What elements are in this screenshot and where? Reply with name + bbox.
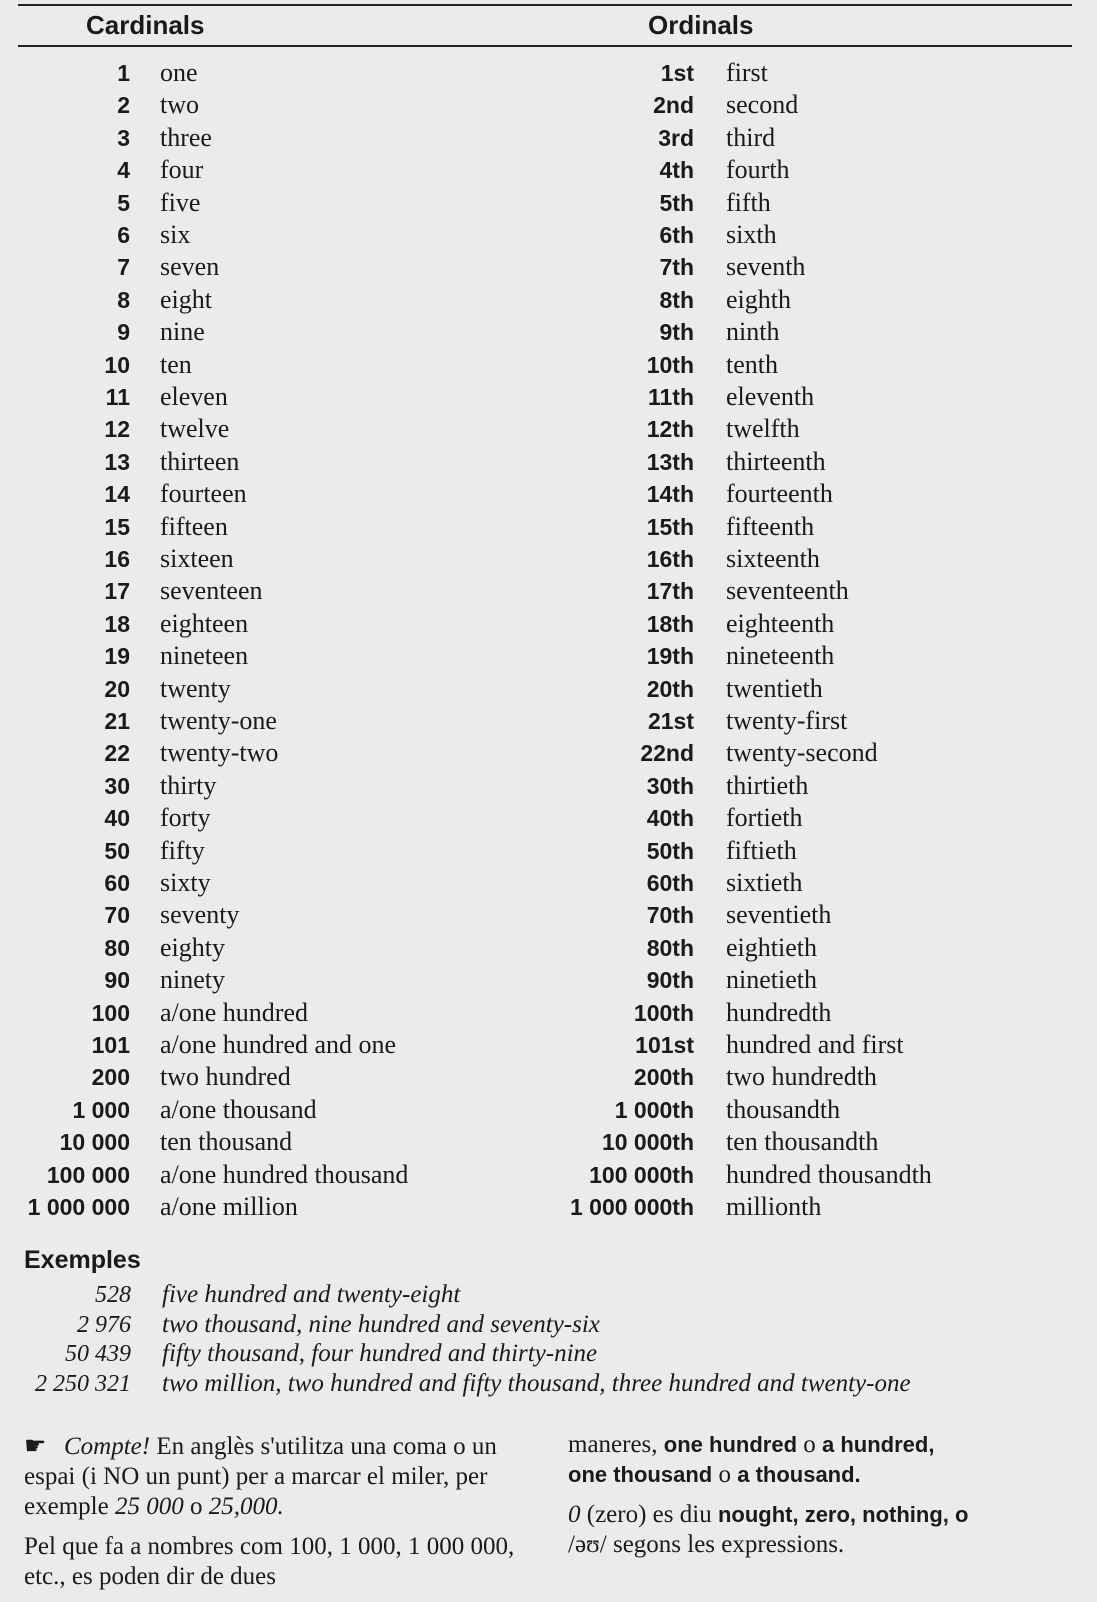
table-row [0,89,1097,121]
table-row [0,122,1097,154]
ordinal-word: eightieth [726,932,817,962]
cardinal-word: a/one hundred [160,997,309,1027]
table-row [0,349,1097,381]
cardinal-number: 9 [117,319,130,346]
table-row [0,1094,1097,1126]
ordinal-number: 21st [647,708,694,734]
ordinal-number: 17th [646,578,694,605]
example-number: 528 [95,1282,131,1308]
table-row [0,413,1097,445]
ordinal-number: 20th [646,675,694,702]
example-row [0,1369,1097,1399]
example-row [0,1280,1097,1310]
table-row [0,770,1097,802]
ordinal-number: 14th [646,481,694,508]
example-text: two million, two hundred and fifty thousand, three hundred and twenty-one [162,1369,911,1397]
ordinal-word: fourth [726,155,790,185]
ordinal-word: fiftieth [726,835,797,865]
ordinal-number: 100 000th [589,1161,694,1188]
table-row [0,57,1097,89]
cardinal-word: a/one million [160,1192,298,1221]
cardinal-word: ninety [160,965,225,995]
ordinal-number: 70th [646,902,694,929]
cardinal-word: sixteen [160,544,234,573]
ordinal-word: twentieth [726,673,823,703]
cardinal-word: thirteen [160,446,240,476]
cardinal-word: four [160,155,204,185]
cardinal-number: 17 [104,578,130,605]
cardinal-number: 19 [104,643,130,670]
cardinal-word: eighty [160,932,225,962]
table-row [0,640,1097,672]
ordinal-number: 60th [646,870,694,896]
table-row [0,381,1097,413]
table-row [0,802,1097,834]
ordinal-number: 16th [646,546,694,572]
cardinal-number: 60 [104,870,130,896]
cardinal-word: five [160,187,201,217]
example-text: two thousand, nine hundred and seventy-six [162,1310,600,1338]
cardinal-word: fifty [160,835,205,865]
cardinal-number: 16 [104,546,130,572]
cardinal-number: 1 [117,60,130,86]
table-row [0,478,1097,510]
ordinals-header: Ordinals [648,10,754,40]
ordinal-word: eighteenth [726,608,835,638]
table-row [0,1029,1097,1061]
ordinal-number: 6th [659,222,694,248]
ordinal-word: fourteenth [726,479,833,509]
cardinal-word: a/one thousand [160,1094,317,1124]
ordinal-number: 19th [646,643,694,670]
table-row [0,997,1097,1029]
ordinal-number: 200th [633,1064,694,1091]
table-row [0,575,1097,607]
ordinal-number: 3rd [658,124,694,151]
ordinal-number: 22nd [640,740,694,767]
cardinal-number: 2 [117,92,130,119]
ordinal-word: twelfth [726,414,800,444]
ordinal-word: thirtieth [726,770,809,800]
ordinal-number: 18th [646,610,694,637]
cardinal-word: six [160,220,191,249]
table-row [0,1061,1097,1093]
ordinal-word: ninetieth [726,965,817,995]
ordinal-word: twenty-second [726,738,878,768]
ordinal-word: fifteenth [726,511,815,541]
cardinal-number: 10 [104,351,130,378]
note-right-column: maneres, one hundred o a hundred, one thousand o a thousand. 0 (zero) es diu nought, zero, nothing, o /əʊ/ segons les expressions. [568,1431,969,1558]
ordinal-number: 101st [635,1032,694,1058]
cardinal-word: nineteen [160,641,249,671]
cardinal-number: 1 000 000 [27,1194,130,1220]
cardinal-number: 22 [104,740,130,767]
cardinal-number: 8 [117,286,130,313]
cardinal-number: 20 [104,675,130,702]
ordinal-number: 11th [647,384,694,410]
ordinal-number: 100th [633,999,694,1026]
ordinal-number: 8th [659,286,694,313]
table-row [0,543,1097,575]
cardinal-word: thirty [160,770,217,800]
cardinal-number: 80 [104,934,130,961]
ordinal-word: thirteenth [726,446,826,476]
table-row [0,899,1097,931]
ordinal-word: thousandth [726,1094,841,1124]
table-row [0,835,1097,867]
table-row [0,511,1097,543]
note-left-column: ☛ Compte! En anglès s'utilitza una coma o un espai (i NO un punt) per a marcar el miler, per exemple 25 000 o 25,000. Pel que fa a nombres com 100, 1 000, 1 000 000, etc., es poden dir de dues [24,1432,544,1602]
examples-title: Exemples [24,1246,141,1274]
ordinal-word: ten thousandth [726,1127,879,1157]
cardinal-word: fourteen [160,479,247,509]
cardinal-word: a/one hundred and one [160,1030,397,1059]
cardinal-number: 11 [105,384,130,410]
ordinal-word: hundredth [726,997,832,1027]
ordinal-word: second [726,90,799,120]
ordinal-word: tenth [726,349,778,379]
pointing-hand-icon: ☛ [24,1433,47,1460]
cardinal-number: 5 [117,189,130,216]
cardinal-word: eleven [160,382,228,411]
ordinal-number: 1 000th [614,1096,694,1123]
ordinal-word: twenty-first [726,706,848,735]
ordinal-number: 4th [659,157,694,184]
cardinal-number: 18 [104,610,130,637]
example-row [0,1310,1097,1340]
table-row [0,932,1097,964]
cardinal-word: eighteen [160,608,249,638]
table-row [0,219,1097,251]
cardinal-word: fifteen [160,511,228,541]
cardinal-number: 10 000 [59,1129,130,1156]
ordinal-word: third [726,122,776,152]
table-row [0,1191,1097,1223]
cardinal-word: seventeen [160,576,263,606]
cardinal-number: 14 [104,481,130,508]
cardinal-number: 70 [104,902,130,929]
cardinal-number: 100 000 [46,1161,130,1188]
ordinal-number: 2nd [653,92,694,119]
table-row [0,867,1097,899]
ordinal-number: 9th [659,319,694,346]
example-text: fifty thousand, four hundred and thirty-nine [162,1340,598,1367]
cardinal-number: 6 [117,222,130,248]
ordinal-word: first [726,58,768,87]
top-rule [18,4,1072,6]
ordinal-word: fortieth [726,803,803,833]
cardinal-number: 1 000 [72,1096,130,1123]
cardinal-number: 101 [91,1032,130,1058]
cardinal-word: two [160,90,199,120]
example-number: 50 439 [65,1341,131,1367]
ordinal-word: nineteenth [726,641,835,671]
cardinal-number: 90 [104,967,130,994]
cardinal-number: 15 [104,513,130,540]
example-number: 2 250 321 [35,1370,131,1397]
cardinals-header: Cardinals [86,10,205,40]
table-row [0,316,1097,348]
ordinal-number: 1 000 000th [569,1194,694,1220]
ordinal-number: 1st [660,60,694,86]
note-paragraph-2: Pel que fa a nombres com 100, 1 000, 1 000 000, etc., es poden dir de dues [24,1533,515,1590]
ordinal-number: 15th [646,513,694,540]
ordinal-number: 7th [659,254,694,281]
table-row [0,284,1097,316]
table-row [0,1126,1097,1158]
ordinal-number: 30th [646,772,694,799]
ordinal-number: 5th [659,189,694,216]
ordinal-word: eleventh [726,382,815,411]
cardinal-word: three [160,122,212,152]
ordinal-number: 40th [646,805,694,832]
cardinal-number: 200 [91,1064,130,1091]
table-row [0,251,1097,283]
cardinal-word: a/one hundred thousand [160,1159,409,1189]
ordinal-word: sixth [726,220,777,249]
cardinal-number: 100 [91,999,130,1026]
cardinal-number: 3 [117,124,130,151]
table-row [0,187,1097,219]
note-compte: Compte! [64,1433,151,1460]
ordinal-word: millionth [726,1192,822,1221]
cardinal-word: sixty [160,868,211,897]
ordinal-number: 10 000th [601,1129,694,1156]
cardinal-word: ten thousand [160,1127,293,1157]
table-row [0,608,1097,640]
example-row [0,1339,1097,1369]
ordinal-word: fifth [726,187,771,217]
cardinal-number: 21 [104,708,130,734]
ordinal-number: 50th [646,837,694,864]
table-row [0,446,1097,478]
cardinal-number: 7 [117,254,130,281]
cardinal-word: seven [160,252,220,282]
ordinal-word: seventieth [726,900,832,930]
ordinal-word: ninth [726,317,780,347]
example-number: 2 976 [77,1311,131,1338]
cardinal-number: 50 [104,837,130,864]
ordinal-word: eighth [726,284,791,314]
cardinal-word: one [160,58,198,87]
table-row [0,1159,1097,1191]
cardinal-word: ten [160,349,192,379]
ordinal-number: 80th [646,934,694,961]
table-row [0,705,1097,737]
cardinal-word: forty [160,803,211,833]
cardinal-number: 40 [104,805,130,832]
table-row [0,673,1097,705]
cardinal-word: twenty-two [160,738,279,768]
cardinal-word: twenty-one [160,706,277,735]
cardinal-word: two hundred [160,1062,291,1092]
example-text: five hundred and twenty-eight [162,1281,461,1308]
cardinal-word: eight [160,284,212,314]
table-row [0,964,1097,996]
ordinal-word: seventh [726,252,806,282]
ordinal-number: 12th [646,416,694,443]
header-rule [18,45,1072,47]
cardinal-number: 4 [117,157,130,184]
table-row [0,154,1097,186]
table-row [0,737,1097,769]
ordinal-number: 90th [646,967,694,994]
cardinal-number: 30 [104,772,130,799]
ordinal-word: hundred and first [726,1030,904,1059]
ordinal-number: 13th [646,448,694,475]
cardinal-number: 12 [104,416,130,443]
cardinal-word: twenty [160,673,231,703]
cardinal-word: seventy [160,900,240,930]
ordinal-word: sixtieth [726,868,803,897]
ordinal-word: sixteenth [726,544,820,573]
cardinal-word: twelve [160,414,230,444]
cardinal-number: 13 [104,448,130,475]
cardinal-word: nine [160,317,205,347]
ordinal-word: seventeenth [726,576,849,606]
ordinal-word: two hundredth [726,1062,877,1092]
ordinal-word: hundred thousandth [726,1159,932,1189]
ordinal-number: 10th [646,351,694,378]
